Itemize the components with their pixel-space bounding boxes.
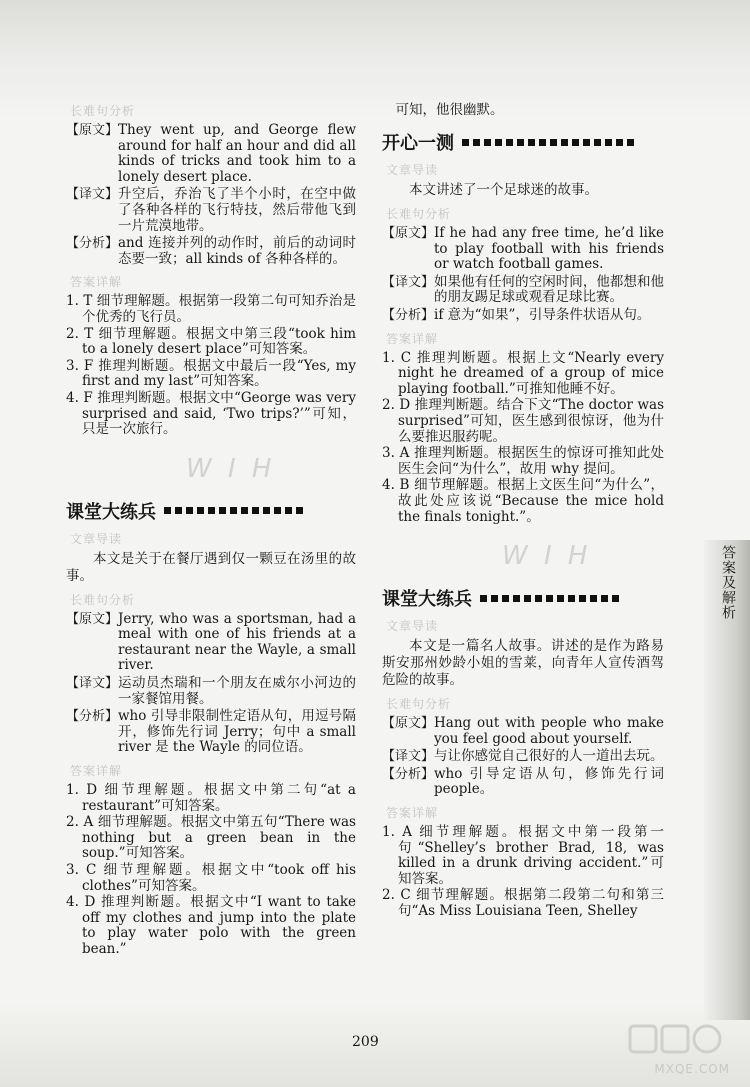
- page-number: 209: [352, 1034, 379, 1050]
- article-intro: 本文是关于在餐厅遇到仅一颗豆在汤里的故事。: [66, 550, 356, 584]
- faint-heading: 答案详解: [386, 331, 439, 346]
- faint-heading: 长难句分析: [386, 207, 452, 221]
- square-bullets-decoration: [462, 139, 634, 146]
- analysis-row: [66, 123, 356, 185]
- right-column: [382, 96, 664, 921]
- row-text: Hang out with people who make you feel good about yourself.: [434, 715, 664, 747]
- square-bullets-decoration: [480, 595, 619, 602]
- answer-item: 3. F 推理判断题。根据文中最后一段“Yes, my first and my last”可知答案。: [66, 357, 356, 390]
- row-tag: 【原文】: [66, 611, 119, 627]
- analysis-row: [66, 187, 356, 234]
- row-text: who 引导定语从句，修饰先行词 people。: [434, 765, 664, 798]
- analysis-row: [66, 709, 356, 756]
- analysis-row: [382, 308, 664, 324]
- answer-item: 4. B 细节理解题。根据上文医生问“为什么”，故此处应该说“Because the mice hold the finals tonight.”。: [382, 477, 664, 525]
- row-text: Jerry, who was a sportsman, had a meal with one of his friends at a restaurant near the Wayle, a small river.: [118, 610, 356, 674]
- faint-heading: 答案详解: [70, 764, 123, 779]
- side-tab-label: 答案及解析: [720, 545, 736, 620]
- faded-divider-mark: [66, 448, 356, 488]
- watermark-url: MXQE.COM: [654, 1062, 730, 1076]
- section-title: [382, 129, 664, 155]
- square-bullets-decoration: [164, 507, 303, 514]
- row-text: 与让你感觉自己很好的人一道出去玩。: [434, 748, 664, 765]
- answer-item: 3. C 细节理解题。根据文中“took off his clothes”可知答案。: [66, 862, 356, 894]
- row-tag: 【原文】: [382, 716, 435, 732]
- continued-text: 可知，他很幽默。: [395, 102, 504, 118]
- article-intro: 本文是一篇名人故事。讲述的是作为路易斯安那州妙龄小姐的雪莱，向青年人宣传酒驾危险的故事。: [382, 638, 664, 689]
- answer-item: 1. D 细节理解题。根据文中第二句“at a restaurant”可知答案。: [66, 782, 356, 814]
- answer-list: [66, 294, 356, 437]
- row-tag: 【分析】: [66, 709, 119, 725]
- article-intro: 本文讲述了一个足球迷的故事。: [409, 182, 598, 198]
- answer-item: 4. F 推理判断题。根据文中“George was very surprised and said, ‘Two trips?’”可知，只是一次旅行。: [66, 389, 356, 438]
- analysis-row: [382, 767, 664, 798]
- faint-heading: 长难句分析: [70, 104, 136, 118]
- answer-item: 1. A 细节理解题。根据文中第一段第一句“Shelley’s brother Brad, 18, was killed in a drunk driving accident.”可知答案。: [382, 824, 664, 887]
- faint-heading: 长难句分析: [70, 592, 136, 607]
- answer-item: 1. C 推理判断题。根据上文“Nearly every night he dreamed of a group of mice playing football.”可推知他睡不好。: [382, 349, 664, 397]
- row-tag: 【译文】: [382, 749, 435, 765]
- answer-list: [382, 825, 664, 920]
- row-tag: 【译文】: [66, 676, 119, 692]
- row-text: 升空后，乔治飞了半个小时，在空中做了各种各样的飞行特技，然后带他飞到一片荒漠地带。: [118, 186, 356, 234]
- faint-heading: 答案详解: [70, 275, 123, 290]
- row-text: If he had any free time, he’d like to play football with his friends or watch football games.: [434, 225, 664, 273]
- analysis-row: [382, 716, 664, 747]
- faint-heading: 长难句分析: [386, 697, 452, 712]
- faded-divider-mark: [382, 535, 664, 575]
- faint-heading: 答案详解: [386, 806, 439, 821]
- answer-item: 2. A 细节理解题。根据文中第五句“There was nothing but a green bean in the soup.”可知答案。: [66, 814, 356, 862]
- row-text: 运动员杰瑞和一个朋友在威尔小河边的一家餐馆用餐。: [118, 675, 356, 707]
- sentence-analysis-block: [382, 716, 664, 798]
- sentence-analysis-block: [66, 123, 356, 267]
- sentence-analysis-block: [66, 612, 356, 756]
- analysis-row: [66, 676, 356, 707]
- answer-list: [66, 783, 356, 958]
- faint-heading: 文章导读: [70, 531, 123, 546]
- answer-item: 4. D 推理判断题。根据文中“I want to take off my clothes and jump into the plate to play water polo with the green bean.”: [66, 894, 356, 957]
- answer-item: 3. A 推理判断题。根据医生的惊讶可推知此处医生会问“为什么”，故用 why 提问。: [382, 445, 664, 477]
- left-column: [66, 96, 356, 959]
- row-tag: 【分析】: [382, 766, 435, 782]
- row-tag: 【分析】: [66, 236, 119, 252]
- faded-mark-text: W I H: [502, 541, 592, 572]
- analysis-row: [382, 275, 664, 306]
- sentence-analysis-block: [382, 226, 664, 324]
- answer-list: [382, 351, 664, 526]
- section-title-text: 课堂大练兵: [66, 501, 156, 523]
- section-title-text: 课堂大练兵: [382, 589, 472, 611]
- answer-item: 2. D 推理判断题。结合下文“The doctor was surprised”可知，医生感到很惊讶，他为什么要推迟服药呢。: [382, 397, 664, 445]
- section-title: [382, 585, 664, 611]
- section-title-text: 开心一测: [382, 133, 454, 154]
- analysis-row: [66, 612, 356, 674]
- analysis-row: [382, 749, 664, 765]
- row-tag: 【原文】: [382, 226, 435, 241]
- watermark-logo-icon: [628, 1022, 724, 1056]
- row-text: and 连接并列的动作时，前后的动词时态要一致；all kinds of 各种各样的。: [118, 235, 356, 267]
- analysis-row: [382, 226, 664, 273]
- analysis-row: [66, 236, 356, 267]
- row-text: if 意为“如果”，引导条件状语从句。: [434, 306, 651, 323]
- row-tag: 【原文】: [66, 123, 119, 138]
- faint-heading: 文章导读: [386, 163, 439, 177]
- row-text: who 引导非限制性定语从句，用逗号隔开，修饰先行词 Jerry；句中 a small river 是 the Wayle 的同位语。: [118, 708, 356, 756]
- answer-item: 2. C 细节理解题。根据第二段第二句和第三句“As Miss Louisiana Teen, Shelley: [382, 887, 664, 920]
- row-tag: 【分析】: [382, 307, 435, 323]
- answer-item: 1. T 细节理解题。根据第一段第二句可知乔治是个优秀的飞行员。: [66, 293, 356, 325]
- row-tag: 【译文】: [382, 274, 435, 290]
- row-text: They went up, and George flew around for half an hour and did all kinds of tricks and took him to a lonely desert place.: [118, 122, 356, 185]
- faded-mark-text: W I H: [186, 453, 276, 484]
- answer-item: 2. T 细节理解题。根据文中第三段“took him to a lonely desert place”可知答案。: [66, 325, 356, 358]
- row-text: 如果他有任何的空闲时间，他都想和他的朋友踢足球或观看足球比赛。: [434, 273, 664, 306]
- section-title: [66, 498, 356, 524]
- faint-heading: 文章导读: [386, 619, 439, 634]
- row-tag: 【译文】: [66, 187, 119, 203]
